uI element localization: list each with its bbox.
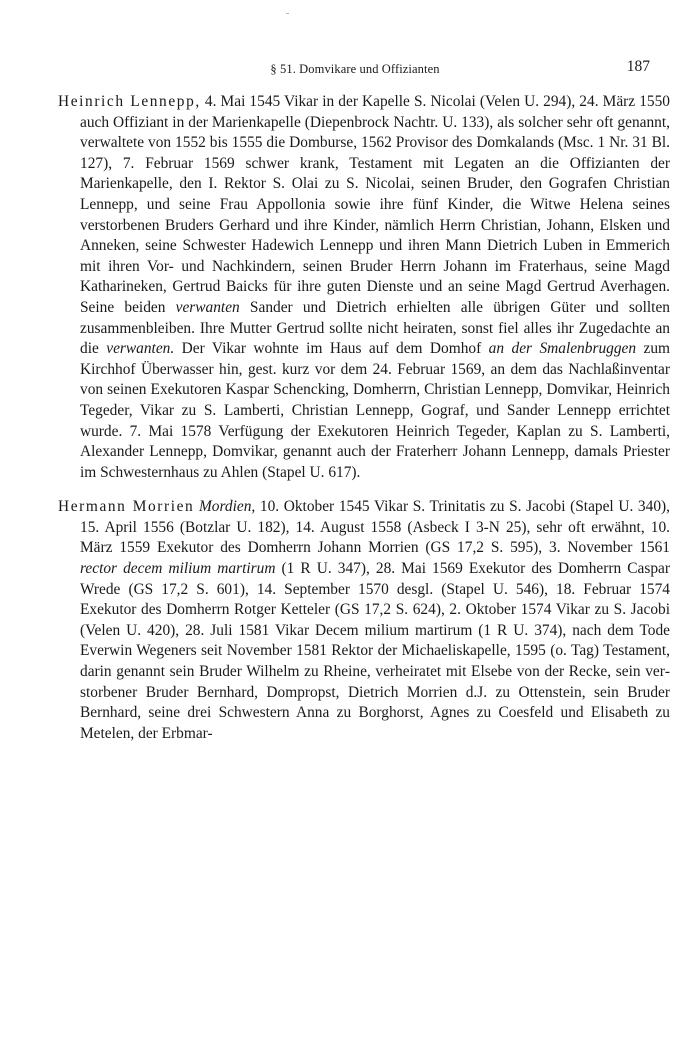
- entry-italic-text: an der Smalenbruggen: [488, 340, 637, 358]
- entry-text: (1 R U. 347), 28. Mai 1569 Exekutor des Domherrn Caspar Wrede (GS 17,2 S. 601), 14. September 1570 desgl. (Stapel U. 546), 18. Februar 1574 Exekutor des Domherrn Rotger Ketteler (GS 17,2 S. 624), 2. Oktober 1574 Vikar zu S. Jacobi (Velen U. 420), 28. Juli 1581 Vikar Decem milium martirum (1 R U. 374), nach dem Tode Everwin Wegeners seit November 1581 Rektor der Michaeliskapelle, 1595 (o. Tag) Testament, darin genannt sein Bruder Wilhelm zu Rheine, verheiratet mit Elsebe von der Recke, sein verstorbener Bruder Bernhard, Dompropst, Dietrich Morrien d.J. zu Ottenstein, sein Bruder Bernhard, seine drei Schwestern Anna zu Borghorst, Agnes zu Coesfeld und Elisabeth zu Metelen, der Erbmar-: [80, 560, 670, 742]
- entry-list: [58, 92, 670, 744]
- entry-italic-text: rector decem milium martirum: [80, 560, 276, 578]
- entry-name: Hermann Morrien: [58, 498, 195, 516]
- entry-paragraph: [58, 497, 670, 744]
- entry-text: 10. Oktober 1545 Vikar S. Trinitatis zu S. Jacobi (Stapel U. 340), 15. April 1556 (Botzlar U. 182), 14. August 1558 (Asbeck I 3-N 25), sehr oft erwähnt, 10. März 1559 Exekutor des Domherrn Johann Morrien (GS 17,2 S. 595), 3. November 1561: [80, 498, 670, 557]
- entry-italic-text: Mordien,: [198, 498, 256, 516]
- entry-text: Sander und Dietrich erhielten alle übrigen Güter und sollten zusammenbleiben. Ihre Mutter Gertrud sollte nicht heiraten, sonst fiel alles ihr Zugedachte an die: [80, 298, 670, 358]
- running-title: § 51. Domvikare und Offizianten: [270, 62, 440, 76]
- entry-name: Heinrich Lennepp,: [58, 93, 201, 110]
- entry-text: 4. Mai 1545 Vikar in der Kapelle S. Nicolai (Velen U. 294), 24. März 1550 auch Offiziant in der Marienkapelle (Diepenbrock Nachtr. U. 133), als solcher sehr oft genannt, verwaltete von 1552 bis 1555 die Domburse, 1562 Provisor des Domkalands (Msc. 1 Nr. 31 Bl. 127), 7. Februar 1569 schwer krank, Testament mit Legaten an die Offizianten der Marienkapelle, den I. Rektor S. Olai zu S. Nicolai, seinen Bruder, den Gografen Christian Lennepp, und seine Frau Appollonia sowie ihre fünf Kinder, die Witwe Helena seines verstorbenen Bruders Gerhard und ihre Kinder, nämlich Herrn Christian, Johann, Elsken und Anneken, seine Schwester Hadewich Lennepp und ihren Mann Dietrich Luben in Emmerich mit ihren Vor- und Nachkindern, seinen Bruder Herrn Johann im Fraterhaus, seine Magd Katharineken, Gertrud Baicks für ihre guten Dienste und an seine Magd Gertrud Averhagen. Seine beiden: [80, 93, 670, 316]
- entry-italic-text: verwanten: [175, 298, 240, 316]
- entry-paragraph: [58, 92, 670, 483]
- entry-text: zum Kirchhof Überwasser hin, gest. kurz vor dem 24. Februar 1569, an dem das Nachlaßinventar von seinen Exekutoren Kaspar Schencking, Domherrn, Christian Lennepp, Domvikar, Heinrich Tegeder, Vikar zu S. Lamberti, Christian Lennepp, Gograf, und Sander Lennepp errichtet wurde. 7. Mai 1578 Verfügung der Exekutoren Heinrich Tegeder, Kaplan zu S. Lamberti, Alexander Lennepp, Domvikar, genannt auch der Fraterherr Johann Lennepp, damals Priester im Schwesternhaus zu Ahlen (Stapel U. 617).: [80, 340, 670, 481]
- entry-italic-text: verwanten.: [106, 340, 175, 358]
- entry-text: Der Vikar wohnte im Haus auf dem Domhof: [174, 340, 489, 358]
- scan-speck: -: [286, 8, 290, 19]
- running-head: [60, 58, 650, 82]
- page-number: 187: [626, 58, 650, 75]
